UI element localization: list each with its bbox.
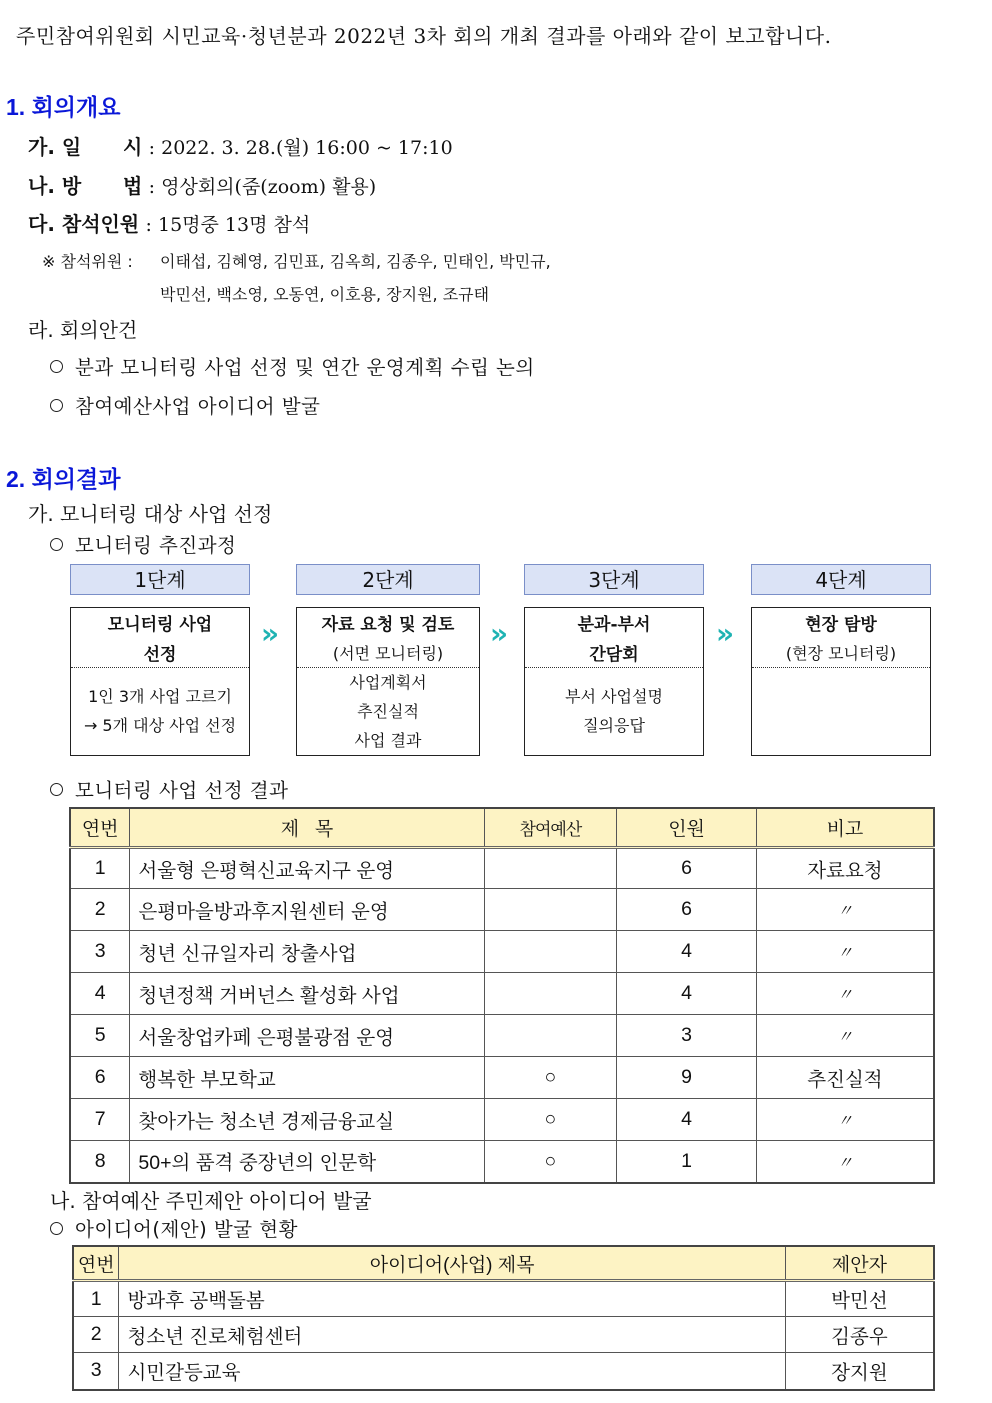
table-row: 1 방과후 공백돌봄 박민선 — [73, 1281, 934, 1317]
stage-4-header: 4단계 — [751, 564, 931, 595]
stage-3-box: 분과-부서 간담회 부서 사업설명 질의응답 — [524, 607, 704, 756]
agenda-heading — [28, 314, 137, 343]
agenda-item: 참여예산사업 아이디어 발굴 — [50, 391, 320, 419]
circle-bullet-icon — [50, 399, 63, 412]
circle-bullet-icon — [50, 538, 63, 551]
table-row: 7 찾아가는 청소년 경제금융교실 ○ 4 〃 — [70, 1099, 934, 1141]
table-header-row — [73, 1246, 934, 1281]
stage-2-box: 자료 요청 및 검토 (서면 모니터링) 사업계획서 추진실적 사업 결과 — [296, 607, 480, 756]
process-label: 모니터링 추진과정 — [50, 530, 236, 558]
table-row: 2 은평마을방과후지원센터 운영 6 〃 — [70, 889, 934, 931]
table-row: 6 행복한 부모학교 ○ 9 추진실적 — [70, 1057, 934, 1099]
intro-text: 주민참여위원회 시민교육·청년분과 2022년 3차 회의 개최 결과를 아래와 같이 보고합니다. — [16, 24, 832, 48]
col-header: 연번 — [73, 1246, 119, 1281]
meeting-datetime: 가. 일 시 : 2022. 3. 28.(월) 16:00 ~ 17:10 — [28, 135, 453, 159]
col-header: 비고 — [756, 808, 934, 848]
chevron-double-right-icon: » — [490, 617, 509, 650]
method-label: 나. 방 법 — [28, 174, 143, 198]
table-row: 2 청소년 진로체험센터 김종우 — [73, 1317, 934, 1353]
stage-1-box: 모니터링 사업 선정 1인 3개 사업 고르기 → 5개 대상 사업 선정 — [70, 607, 250, 756]
method-value: 영상회의(줌(zoom) 활용) — [161, 176, 377, 198]
attendees-line-1: 이태섭, 김혜영, 김민표, 김옥희, 김종우, 민태인, 박민규, — [160, 252, 551, 271]
attendance-value: 15명중 13명 참석 — [157, 214, 311, 236]
circle-bullet-icon — [50, 360, 63, 373]
col-header: 제안자 — [785, 1246, 934, 1281]
table-row: 5 서울창업카페 은평불광점 운영 3 〃 — [70, 1015, 934, 1057]
table-row: 1 서울형 은평혁신교육지구 운영 6 자료요청 — [70, 848, 934, 889]
table-header-row — [70, 808, 934, 848]
col-header: 아이디어(사업) 제목 — [119, 1246, 785, 1281]
chevron-double-right-icon: » — [716, 617, 735, 650]
idea-label: 아이디어(제안) 발굴 현황 — [50, 1214, 298, 1242]
agenda-item: 분과 모니터링 사업 선정 및 연간 운영계획 수립 논의 — [50, 352, 535, 380]
attendance-label: 다. 참석인원 — [28, 212, 140, 236]
monitoring-table — [69, 807, 935, 1184]
datetime-label: 가. 일 시 — [28, 135, 143, 159]
stage-1-header: 1단계 — [70, 564, 250, 595]
chevron-double-right-icon: » — [261, 617, 280, 650]
section2-heading: 2. 회의결과 — [6, 466, 121, 492]
col-header: 제 목 — [130, 808, 484, 848]
table-row: 8 50+의 품격 중장년의 인문학 ○ 1 〃 — [70, 1141, 934, 1183]
circle-bullet-icon — [50, 783, 63, 796]
table-row: 3 시민갈등교육 장지원 — [73, 1353, 934, 1390]
idea-table — [72, 1245, 935, 1391]
attendees-line-2: 박민선, 백소영, 오동연, 이호용, 장지원, 조규태 — [160, 285, 490, 304]
result-label: 모니터링 사업 선정 결과 — [50, 775, 288, 803]
table-row: 4 청년정책 거버넌스 활성화 사업 4 〃 — [70, 973, 934, 1015]
circle-bullet-icon — [50, 1222, 63, 1235]
stage-3-header: 3단계 — [524, 564, 704, 595]
col-header: 참여예산 — [484, 808, 617, 848]
agenda-label: 라. 회의안건 — [28, 318, 138, 342]
col-header: 인원 — [617, 808, 757, 848]
col-header: 연번 — [70, 808, 130, 848]
subheading-ideas: 나. 참여예산 주민제안 아이디어 발굴 — [50, 1189, 372, 1213]
table-row: 3 청년 신규일자리 창출사업 4 〃 — [70, 931, 934, 973]
attendees-label: ※ 참석위원 : — [42, 252, 133, 271]
section1-heading: 1. 회의개요 — [6, 94, 121, 120]
meeting-method: 나. 방 법 : 영상회의(줌(zoom) 활용) — [28, 174, 377, 198]
subheading-monitoring: 가. 모니터링 대상 사업 선정 — [28, 502, 273, 526]
stage-4-box: 현장 탐방 (현장 모니터링) — [751, 607, 931, 756]
meeting-attendance: 다. 참석인원 : 15명중 13명 참석 — [28, 212, 311, 236]
datetime-value: 2022. 3. 28.(월) 16:00 ~ 17:10 — [161, 137, 453, 159]
stage-2-header: 2단계 — [296, 564, 480, 595]
